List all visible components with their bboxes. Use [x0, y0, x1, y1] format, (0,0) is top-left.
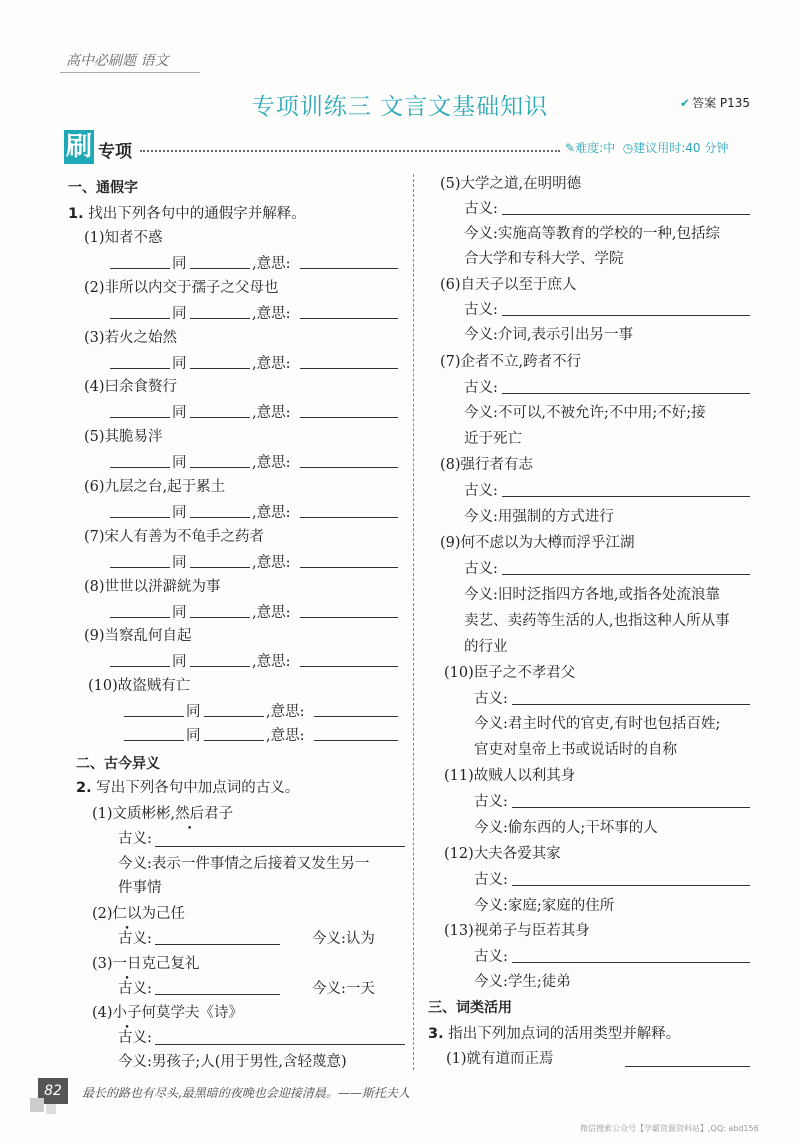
yisi-label: ,意思:: [252, 256, 291, 272]
gu-label: 古义:: [464, 302, 498, 318]
jin-def: 卖艺、卖药等生活的人,也指这种人所从事: [464, 613, 730, 629]
gu-label: 古义:: [474, 872, 508, 888]
answer-blank[interactable]: [190, 318, 250, 319]
answer-blank[interactable]: [110, 617, 170, 618]
yisi-label: ,意思:: [252, 305, 291, 322]
item: (9)何不虑以为大樽而浮乎江湖: [440, 535, 635, 551]
jin-def: 今义:一天: [312, 981, 375, 997]
page-title: 专项训练三 文言文基础知识: [251, 94, 549, 120]
item: (5)大学之道,在明明德: [440, 176, 582, 192]
jin-def: 今义:不可以,不被允许;不中用;不好;接: [464, 405, 706, 421]
question-2: [76, 778, 299, 798]
item-a1: (1)文质彬彬,然后君子: [92, 806, 234, 822]
dotted-rule: [140, 150, 560, 152]
gu-label: 古义:: [118, 981, 152, 997]
answer-blank[interactable]: [110, 318, 170, 319]
answer-blank[interactable]: [155, 846, 405, 847]
gu-label: 古义:: [118, 931, 152, 947]
answer-blank[interactable]: [502, 574, 750, 575]
item-a4: (4)小子何莫学夫《诗》: [92, 1005, 244, 1021]
answer-blank[interactable]: [110, 666, 170, 667]
tong-label: 同: [186, 728, 201, 745]
pen-icon: ✎: [565, 141, 576, 155]
column-divider: [413, 174, 415, 1070]
gu-label: 古义:: [118, 1030, 152, 1046]
jin-def: 今义:家庭;家庭的住所: [474, 898, 615, 914]
gu-label: 古义:: [474, 949, 508, 965]
check-icon: ✔: [680, 96, 691, 110]
item: (11)故贼人以利其身: [444, 768, 576, 784]
answer-blank[interactable]: [190, 666, 250, 667]
jin-def: 今义:认为: [312, 931, 375, 947]
watermark: 微信搜索公众号【学霸资源资料站】,QQ: abd156: [580, 1124, 759, 1133]
item-a2: (2)仁以为己任: [92, 906, 186, 922]
gu-label: 古义:: [464, 561, 498, 577]
answer-blank[interactable]: [155, 1044, 405, 1045]
tong-label: 同: [172, 654, 187, 671]
tong-label: 同: [172, 455, 187, 472]
item: (12)大夫各爱其家: [444, 846, 561, 862]
answer-blank[interactable]: [300, 517, 398, 518]
yisi-label: ,意思:: [252, 455, 291, 472]
yisi-label: ,意思:: [252, 355, 291, 372]
gu-label: 古义:: [464, 201, 498, 217]
answer-blank[interactable]: [190, 517, 250, 518]
tong-label: 同: [172, 256, 187, 272]
tong-label: 同: [172, 305, 187, 322]
tongjia-item: (5)其脆易泮: [84, 429, 163, 446]
yisi-label: ,意思:: [252, 405, 291, 422]
tongjia-item: (3)若火之始然: [84, 329, 178, 346]
answer-blank[interactable]: [300, 368, 398, 369]
answer-blank[interactable]: [625, 1066, 750, 1067]
difficulty: 难度:中: [575, 141, 616, 155]
footer-decoration: [46, 1104, 56, 1114]
answer-blank[interactable]: [110, 517, 170, 518]
item: (13)视弟子与臣若其身: [444, 923, 590, 939]
jin-def: 合大学和专科大学、学院: [464, 251, 624, 267]
tong-label: 同: [186, 704, 201, 721]
tongjia-item: (8)世世以洴澼絖为事: [84, 578, 221, 595]
answer-blank[interactable]: [124, 716, 184, 717]
tong-label: 同: [172, 355, 187, 372]
answer-blank[interactable]: [204, 740, 264, 741]
jin-def: 今义:学生;徒弟: [474, 974, 571, 990]
answer-blank[interactable]: [155, 944, 280, 945]
brush-badge: 刷: [65, 132, 92, 162]
question-number: 3.: [428, 1026, 444, 1042]
answer-blank[interactable]: [512, 807, 750, 808]
gu-label: 古义:: [464, 380, 498, 396]
tongjia-item: (2)非所以内交于孺子之父母也: [84, 279, 279, 296]
clock-icon: ◷: [622, 141, 634, 155]
answer-blank[interactable]: [502, 393, 750, 394]
answer-blank[interactable]: [204, 716, 264, 717]
answer-blank[interactable]: [190, 467, 250, 468]
question-text: 找出下列各句中的通假字并解释。: [88, 206, 306, 222]
answer-blank[interactable]: [502, 496, 750, 497]
gu-label: 古义:: [118, 831, 152, 847]
answer-blank[interactable]: [300, 567, 398, 568]
item: (1)就有道而正焉: [446, 1051, 554, 1067]
item: (7)企者不立,跨者不行: [440, 354, 582, 370]
yisi-label: ,意思:: [252, 505, 291, 521]
section-heading: 一、通假字: [68, 180, 138, 196]
answer-blank[interactable]: [512, 962, 750, 963]
answer-blank[interactable]: [190, 567, 250, 568]
answer-blank[interactable]: [110, 368, 170, 369]
answer-blank[interactable]: [502, 214, 750, 215]
tong-label: 同: [172, 604, 187, 621]
question-3: [428, 1024, 680, 1044]
question-text: 指出下列加点词的活用类型并解释。: [448, 1026, 681, 1042]
yisi-label: ,意思:: [266, 704, 305, 721]
gu-label: 古义:: [474, 794, 508, 810]
footer-quote: 最长的路也有尽头,最黑暗的夜晚也会迎接清晨。——斯托夫人: [82, 1086, 410, 1100]
jin-def: 今义:男孩子;人(用于男性,含轻蔑意): [118, 1054, 347, 1070]
answer-blank[interactable]: [190, 368, 250, 369]
answer-blank[interactable]: [190, 417, 250, 418]
tongjia-item: (1)知者不惑: [84, 230, 163, 246]
answer-blank[interactable]: [502, 315, 750, 316]
footer-decoration: [30, 1098, 44, 1112]
tong-label: 同: [172, 505, 187, 521]
tong-label: 同: [172, 554, 187, 571]
answer-blank[interactable]: [300, 318, 398, 319]
answer-blank[interactable]: [110, 467, 170, 468]
question-1: [68, 204, 306, 224]
jin-def: 官吏对皇帝上书或说话时的自称: [474, 742, 677, 758]
item: (8)强行者有志: [440, 457, 534, 473]
jin-def: 今义:偷东西的人;干坏事的人: [474, 820, 658, 836]
gu-label: 古义:: [474, 691, 508, 707]
answer-ref: [680, 94, 750, 111]
answer-blank[interactable]: [110, 567, 170, 568]
jin-def: 今义:介词,表示引出另一事: [464, 327, 633, 343]
yisi-label: ,意思:: [252, 654, 291, 671]
question-number: 2.: [76, 780, 92, 796]
section-heading: 二、古今异义: [76, 756, 160, 772]
answer-blank[interactable]: [155, 994, 280, 995]
answer-label: 答案 P135: [692, 96, 751, 110]
item-a3: (3)一日克己复礼: [92, 956, 200, 972]
answer-blank[interactable]: [512, 885, 750, 886]
answer-blank[interactable]: [190, 268, 250, 269]
item: (6)自天子以至于庶人: [440, 277, 577, 293]
yisi-label: ,意思:: [252, 554, 291, 571]
series-title: 高中必刷题 语文: [66, 53, 169, 69]
jin-def: 近于死亡: [464, 431, 522, 447]
jin-def: 今义:用强制的方式进行: [464, 509, 614, 525]
jin-def: 今义:君主时代的官吏,有时也包括百姓;: [474, 716, 721, 732]
answer-blank[interactable]: [300, 467, 398, 468]
suggested-time: 建议用时:40 分钟: [633, 141, 729, 155]
item: (10)臣子之不孝君父: [444, 665, 576, 681]
question-number: 1.: [68, 206, 84, 222]
tongjia-item: (4)曰余食赘行: [84, 379, 178, 396]
jin-def: 今义:表示一件事情之后接着又发生另一: [118, 856, 370, 872]
section-heading: 三、词类活用: [428, 1000, 512, 1016]
jin-def: 今义:旧时泛指四方各地,或指各处流浪靠: [464, 587, 720, 603]
page-number: 82: [38, 1078, 68, 1104]
series-underline: [60, 72, 200, 73]
answer-blank[interactable]: [300, 617, 398, 618]
section-label: 专项: [98, 142, 132, 162]
yisi-label: ,意思:: [252, 604, 291, 621]
answer-blank[interactable]: [124, 740, 184, 741]
answer-blank[interactable]: [300, 268, 398, 269]
tongjia-item: (7)宋人有善为不龟手之药者: [84, 528, 265, 545]
tong-label: 同: [172, 405, 187, 422]
answer-blank[interactable]: [300, 417, 398, 418]
answer-blank[interactable]: [314, 740, 398, 741]
meta-info: [565, 139, 728, 156]
answer-blank[interactable]: [512, 704, 750, 705]
answer-blank[interactable]: [300, 666, 398, 667]
answer-blank[interactable]: [190, 617, 250, 618]
question-text: 写出下列各句中加点词的古义。: [96, 780, 300, 796]
answer-blank[interactable]: [110, 268, 170, 269]
tongjia-item: (10)故盗贼有亡: [88, 678, 191, 695]
gu-label: 古义:: [464, 483, 498, 499]
tongjia-item: (6)九层之台,起于累土: [84, 479, 226, 495]
answer-blank[interactable]: [110, 417, 170, 418]
tongjia-item: (9)当察乱何自起: [84, 628, 192, 645]
yisi-label: ,意思:: [266, 728, 305, 745]
jin-def: 件事情: [118, 880, 162, 896]
jin-def: 今义:实施高等教育的学校的一种,包括综: [464, 226, 720, 242]
answer-blank[interactable]: [314, 716, 398, 717]
jin-def: 的行业: [464, 639, 508, 655]
